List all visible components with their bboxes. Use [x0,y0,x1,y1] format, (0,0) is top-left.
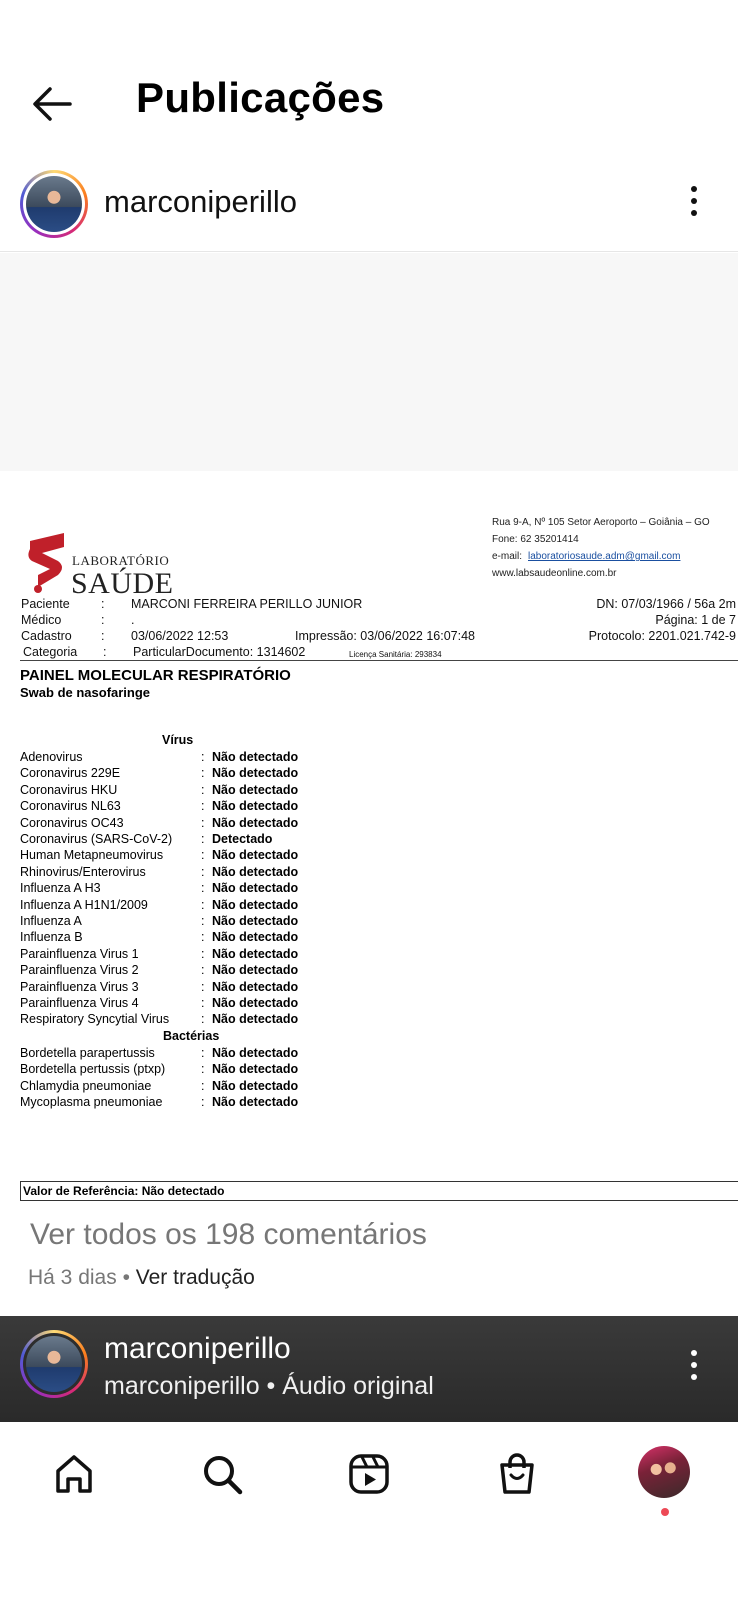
test-result: Não detectado [212,881,299,896]
post-meta [28,1266,255,1290]
print-date: Impressão: 03/06/2022 16:07:48 [295,629,475,643]
profile-avatar[interactable] [638,1446,690,1498]
test-result: Não detectado [212,930,299,945]
colon: : [201,1095,205,1110]
categoria-label: Categoria [23,645,78,659]
colon: : [201,979,205,994]
result-row [20,848,340,865]
patient-label: Paciente [21,597,70,611]
test-name: Coronavirus OC43 [20,815,124,830]
reference-value-box [20,1181,738,1201]
result-row [20,832,340,849]
result-row [20,947,340,964]
reference-value: Valor de Referência: Não detectado [23,1184,225,1198]
sanitary-license: Licença Sanitária: 293834 [349,650,442,659]
colon: : [201,782,205,797]
colon: : [201,963,205,978]
test-result: Não detectado [212,897,299,912]
test-name: Parainfluenza Virus 1 [20,946,139,961]
result-row [20,865,340,882]
colon: : [101,629,105,643]
result-row [20,766,340,783]
result-row [20,963,340,980]
doctor-value: . [131,613,135,627]
result-row [20,914,340,931]
test-result: Não detectado [212,782,299,797]
lab-logo-main: SAÚDE [71,567,174,600]
result-row [20,1012,340,1029]
result-row [20,1079,340,1096]
test-name: Chlamydia pneumoniae [20,1078,152,1093]
virus-heading: Vírus [162,733,194,747]
page-number: Página: 1 de 7 [655,613,736,627]
reel-more-icon[interactable] [690,1350,698,1386]
result-row [20,980,340,997]
test-result: Não detectado [212,979,299,994]
avatar[interactable] [20,170,88,238]
lab-logo-top: LABORATÓRIO [72,553,170,568]
now-playing-bar[interactable] [0,1316,738,1422]
test-name: Adenovirus [20,750,83,764]
back-arrow-icon[interactable] [28,80,76,128]
test-name: Coronavirus 229E [20,766,121,781]
colon: : [101,613,105,627]
patient-name: MARCONI FERREIRA PERILLO JUNIOR [131,597,363,611]
cadastro-value: 03/06/2022 12:53 [131,629,229,643]
protocol: Protocolo: 2201.021.742-9 [588,629,736,643]
colon: : [101,597,105,611]
colon: : [201,1012,205,1027]
top-bar [0,0,738,160]
result-row [20,799,340,816]
colon: : [201,864,205,879]
colon: : [201,1078,205,1093]
result-row [20,816,340,833]
test-name: Respiratory Syncytial Virus [20,1012,170,1027]
test-result: Não detectado [212,963,299,978]
test-name: Coronavirus HKU [20,782,118,797]
time-ago: Há 3 dias [28,1266,117,1289]
test-result: Não detectado [212,848,299,863]
colon: : [201,815,205,830]
test-name: Human Metapneumovirus [20,848,164,863]
test-result: Detectado [212,832,273,846]
colon: : [201,1062,205,1077]
test-name: Coronavirus NL63 [20,799,121,814]
test-result: Não detectado [212,1046,299,1060]
result-row [20,898,340,915]
doctor-label: Médico [21,613,62,627]
shop-icon[interactable] [493,1450,541,1498]
test-name: Parainfluenza Virus 4 [20,996,139,1010]
bacteria-heading: Bactérias [163,1029,220,1043]
test-name: Mycoplasma pneumoniae [20,1095,163,1110]
separator: • [122,1266,130,1289]
result-row [20,750,340,767]
test-name: Influenza B [20,930,83,945]
post-image-lab-report[interactable] [0,471,738,1211]
result-row [20,881,340,898]
test-result: Não detectado [212,799,299,814]
test-name: Parainfluenza Virus 3 [20,979,139,994]
test-result: Não detectado [212,1012,299,1027]
colon: : [201,1046,205,1060]
test-name: Influenza A H1N1/2009 [20,897,148,912]
test-result: Não detectado [212,766,299,781]
lab-email-label: e-mail: [492,551,523,562]
test-result: Não detectado [212,996,299,1010]
test-result: Não detectado [212,750,299,764]
cadastro-label: Cadastro [21,629,72,643]
test-name: Influenza A [20,914,82,928]
test-name: Rhinovirus/Enterovirus [20,864,146,879]
test-name: Bordetella pertussis (ptxp) [20,1062,166,1077]
colon: : [201,766,205,781]
colon: : [201,996,205,1010]
view-all-comments[interactable]: Ver todos os 198 comentários [30,1218,427,1251]
test-result: Não detectado [212,1078,299,1093]
result-row [20,996,340,1013]
colon: : [201,930,205,945]
result-row [20,1095,340,1112]
reel-username[interactable]: marconiperillo [104,1332,291,1365]
test-result: Não detectado [212,914,299,928]
test-name: Influenza A H3 [20,881,101,896]
test-result: Não detectado [212,1095,299,1110]
page-title: Publicações [136,74,385,121]
result-row [20,783,340,800]
colon: : [201,946,205,961]
reel-audio-label[interactable]: marconiperillo • Áudio original [104,1372,434,1400]
post-username[interactable]: marconiperillo [104,184,297,219]
media-padding [0,253,738,471]
home-icon[interactable] [50,1450,98,1498]
translate-link[interactable]: Ver tradução [135,1266,255,1289]
colon: : [201,832,205,846]
categoria-value: ParticularDocumento: 1314602 [133,645,306,659]
header-divider [20,660,738,661]
colon: : [201,914,205,928]
lab-email: laboratoriosaude.adm@gmail.com [528,551,681,562]
colon: : [201,848,205,863]
test-result: Não detectado [212,815,299,830]
test-result: Não detectado [212,864,299,879]
post-header [0,164,738,252]
result-row [20,1046,340,1063]
lab-phone: Fone: 62 35201414 [492,534,579,545]
panel-subtitle: Swab de nasofaringe [20,685,151,700]
lab-address: Rua 9-A, Nº 105 Setor Aeroporto – Goiânia – GO [492,517,710,528]
test-name: Bordetella parapertussis [20,1046,155,1060]
colon: : [201,799,205,814]
lab-logo-icon [24,531,70,593]
test-name: Coronavirus (SARS-CoV-2) [20,832,173,846]
panel-title: PAINEL MOLECULAR RESPIRATÓRIO [20,667,291,684]
test-result: Não detectado [212,946,299,961]
result-row [20,930,340,947]
reel-avatar[interactable] [20,1330,88,1398]
colon: : [201,881,205,896]
result-row [20,1062,340,1079]
test-result: Não detectado [212,1062,299,1077]
colon: : [103,645,107,659]
birth-date: DN: 07/03/1966 / 56a 2m [596,597,736,611]
search-icon[interactable] [198,1450,246,1498]
reels-icon[interactable] [345,1450,393,1498]
colon: : [201,897,205,912]
bottom-nav [0,1422,738,1600]
lab-website: www.labsaudeonline.com.br [492,568,617,579]
notification-dot [661,1508,669,1516]
test-name: Parainfluenza Virus 2 [20,963,139,978]
colon: : [201,750,205,764]
more-options-icon[interactable] [690,186,698,220]
